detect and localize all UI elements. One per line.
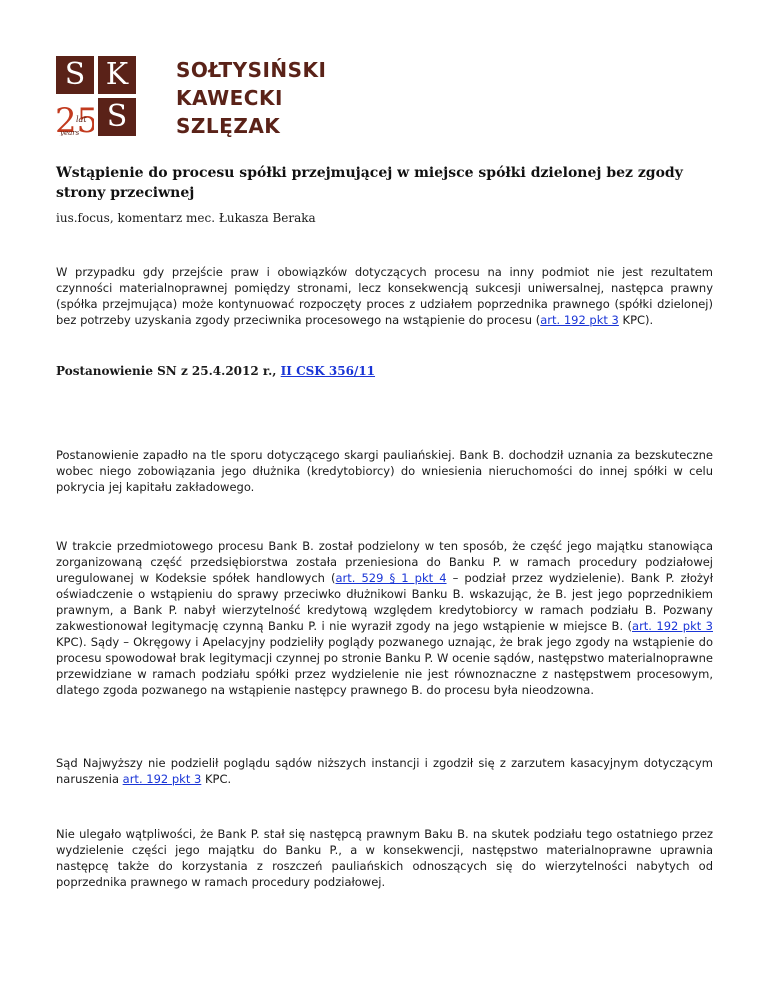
facts-text-1: W trakcie przedmiotowego procesu Bank B. został podzielony w ten sposób, że część jego majątku stanowiąca zorganizowaną część przedsiębiorstwa została przeniesiona do Banku P. w ramach procedury podziałowej uregulowanej w Kodeksie spółek handlowych ( bbox=[56, 539, 713, 585]
years-number: 25 bbox=[56, 101, 94, 136]
document-subtitle: ius.focus, komentarz mec. Łukasza Beraka bbox=[56, 211, 316, 225]
intro-text: W przypadku gdy przejście praw i obowiązków dotyczących procesu na inny podmiot nie jest rezultatem czynności materialnoprawnej pomiędzy stronami, lecz konsekwencją sukcesji uniwersalnej, następca prawny (spółka przejmująca) może kontynuować rozpoczęty proces z udziałem poprzednika prawnego (spółki dzielonej) bez potrzeby uzyskania zgody przeciwnika procesowego na wstąpienie do procesu ( bbox=[56, 265, 713, 327]
facts-article-529-link[interactable]: art. 529 § 1 pkt 4 bbox=[335, 571, 447, 585]
sc-article-192-link[interactable]: art. 192 pkt 3 bbox=[122, 772, 202, 786]
sc-text: Sąd Najwyższy nie podzielił poglądu sądów niższych instancji i zgodził się z zarzutem kasacyjnym dotyczącym naruszenia bbox=[56, 756, 713, 786]
ruling-reference bbox=[56, 364, 375, 378]
anniversary-25-icon bbox=[56, 98, 94, 136]
paragraph-facts bbox=[56, 538, 713, 698]
intro-paragraph bbox=[56, 264, 713, 328]
firm-logo bbox=[56, 56, 356, 146]
paragraph-conclusion: Nie ulegało wątpliwości, że Bank P. stał się następcą prawnym Baku B. na skutek podziału tego ostatniego przez wydzielenie części jego majątku do Banku P., a w konsekwencji, następstwo materialnoprawne uprawnia następcę także do korzystania z roszczeń pauliańskich odnoszących się do wierzytelności nabytych od poprzednika prawnego w ramach procedury podziałowej. bbox=[56, 827, 713, 889]
logo-25-years-badge bbox=[56, 98, 94, 136]
sc-text-end: KPC. bbox=[201, 772, 232, 786]
firm-name-line-3: SZLĘZAK bbox=[176, 114, 281, 138]
paragraph-background: Postanowienie zapadło na tle sporu dotyczącego skargi pauliańskiej. Bank B. dochodził uznania za bezskuteczne wobec niego zobowiązania jego dłużnika (kredytobiorcy) do wniesienia nieruchomości do innej spółki w celu pokrycia jej kapitału zakładowego. bbox=[56, 448, 713, 494]
ruling-text: Postanowienie SN z 25.4.2012 r., bbox=[56, 364, 281, 378]
ruling-case-link[interactable]: II CSK 356/11 bbox=[280, 364, 376, 378]
logo-letter-s1: S bbox=[56, 56, 94, 94]
firm-name-line-2: KAWECKI bbox=[176, 86, 283, 110]
intro-article-link[interactable]: art. 192 pkt 3 bbox=[540, 313, 619, 327]
firm-name-line-1: SOŁTYSIŃSKI bbox=[176, 58, 327, 82]
logo-letter-k: K bbox=[98, 56, 136, 94]
logo-letter-s2: S bbox=[98, 98, 136, 136]
facts-text-3: KPC). Sądy – Okręgowy i Apelacyjny podzieliły poglądy pozwanego uznając, że brak jego zgody na wstąpienie do procesu spowodował brak legitymacji czynnej po stronie Banku P. W ocenie sądów, następstwo materialnoprawne przewidziane w ramach podziału spółki przez wydzielenie nie jest równoznaczne z następstwem procesowym, dlatego zgoda pozwanego na wstąpienie następcy prawnego B. do procesu była nieodzowna. bbox=[56, 635, 713, 697]
years-en-label: years bbox=[60, 129, 80, 136]
facts-text-2: – podział przez wydzielenie). Bank P. złożył oświadczenie o wstąpieniu do sprawy przeciwko dłużnikowi Banku B. wskazując, że B. jest jego poprzednikiem prawnym, a Bank P. nabył wierzytelność kredytową względem kredytobiorcy w ramach podziału B. Pozwany zakwestionował legitymację czynną Banku P. i nie wyraził zgody na jego wstąpienie w miejsce B. ( bbox=[56, 571, 713, 633]
document-title: Wstąpienie do procesu spółki przejmującej w miejsce spółki dzielonej bez zgody strony przeciwnej bbox=[56, 165, 683, 201]
years-lat-label: lat bbox=[76, 115, 87, 124]
intro-text-end: KPC). bbox=[618, 313, 654, 327]
facts-article-192-link[interactable]: art. 192 pkt 3 bbox=[632, 619, 713, 633]
paragraph-supreme-court bbox=[56, 755, 713, 787]
